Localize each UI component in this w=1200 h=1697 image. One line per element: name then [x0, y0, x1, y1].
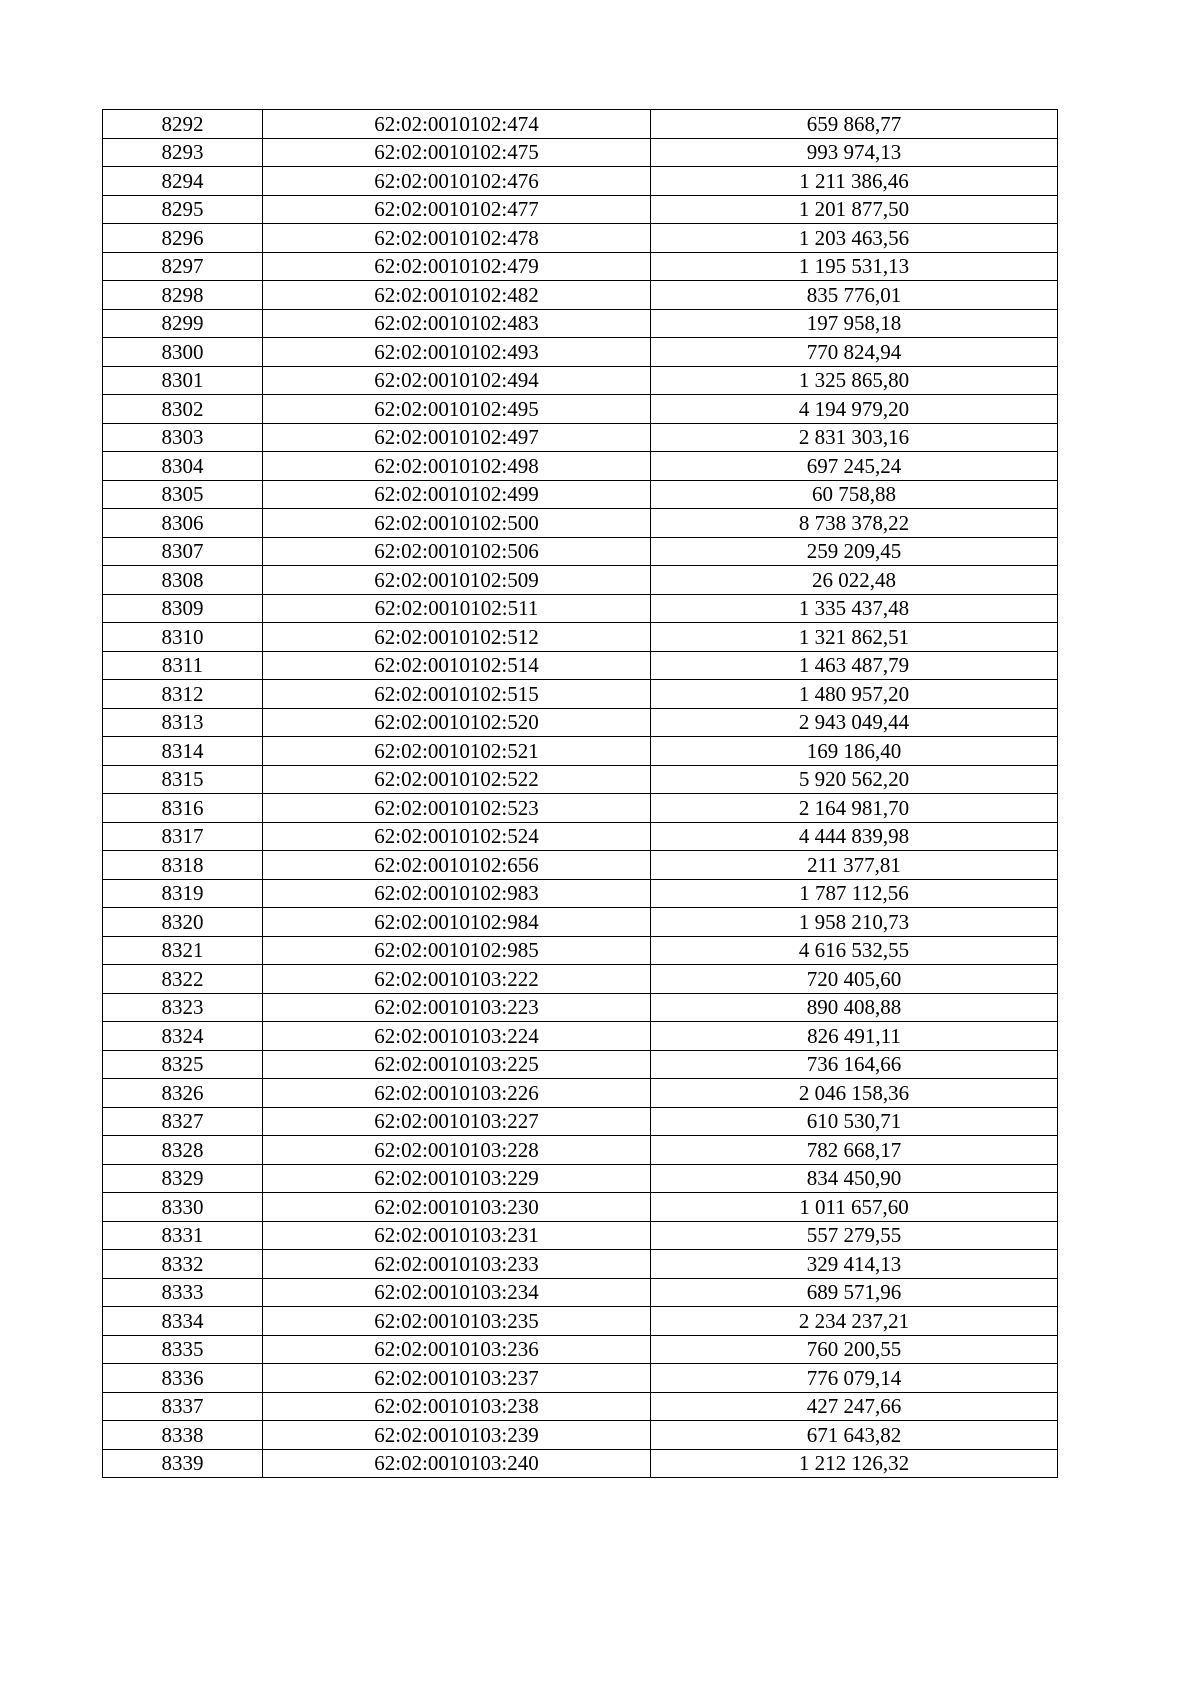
- row-number-cell: 8317: [103, 822, 263, 851]
- cadastral-value-cell: 770 824,94: [651, 338, 1058, 367]
- cadastral-value-cell: 1 463 487,79: [651, 651, 1058, 680]
- table-row: [103, 908, 1058, 937]
- cadastral-value-cell: 4 194 979,20: [651, 395, 1058, 424]
- row-number-cell: 8337: [103, 1392, 263, 1421]
- table-row: [103, 680, 1058, 709]
- cadastral-value-cell: 259 209,45: [651, 537, 1058, 566]
- cadastral-value-cell: 329 414,13: [651, 1250, 1058, 1279]
- row-number-cell: 8304: [103, 452, 263, 481]
- cadastral-number-cell: 62:02:0010103:228: [263, 1136, 651, 1165]
- row-number-cell: 8314: [103, 737, 263, 766]
- table-row: [103, 1364, 1058, 1393]
- cadastral-number-cell: 62:02:0010102:520: [263, 708, 651, 737]
- table-row: [103, 794, 1058, 823]
- table-row: [103, 366, 1058, 395]
- cadastral-number-cell: 62:02:0010103:234: [263, 1278, 651, 1307]
- cadastral-value-cell: 760 200,55: [651, 1335, 1058, 1364]
- table-row: [103, 509, 1058, 538]
- table-row: [103, 1050, 1058, 1079]
- row-number-cell: 8334: [103, 1307, 263, 1336]
- cadastral-number-cell: 62:02:0010102:498: [263, 452, 651, 481]
- cadastral-number-cell: 62:02:0010102:474: [263, 110, 651, 139]
- cadastral-value-cell: 2 943 049,44: [651, 708, 1058, 737]
- cadastral-number-cell: 62:02:0010103:224: [263, 1022, 651, 1051]
- table-row: [103, 452, 1058, 481]
- row-number-cell: 8312: [103, 680, 263, 709]
- cadastral-number-cell: 62:02:0010102:983: [263, 879, 651, 908]
- cadastral-value-cell: 1 211 386,46: [651, 167, 1058, 196]
- cadastral-value-cell: 197 958,18: [651, 309, 1058, 338]
- row-number-cell: 8326: [103, 1079, 263, 1108]
- cadastral-value-cell: 1 201 877,50: [651, 195, 1058, 224]
- cadastral-value-cell: 736 164,66: [651, 1050, 1058, 1079]
- table-row: [103, 1136, 1058, 1165]
- table-row: [103, 395, 1058, 424]
- cadastral-number-cell: 62:02:0010102:497: [263, 423, 651, 452]
- cadastral-number-cell: 62:02:0010102:483: [263, 309, 651, 338]
- cadastral-number-cell: 62:02:0010103:227: [263, 1107, 651, 1136]
- table-row: [103, 1307, 1058, 1336]
- row-number-cell: 8333: [103, 1278, 263, 1307]
- cadastral-value-cell: 60 758,88: [651, 480, 1058, 509]
- table-row: [103, 1193, 1058, 1222]
- table-row: [103, 338, 1058, 367]
- cadastral-value-cell: 1 011 657,60: [651, 1193, 1058, 1222]
- table-row: [103, 195, 1058, 224]
- table-row: [103, 623, 1058, 652]
- table-row: [103, 879, 1058, 908]
- cadastral-number-cell: 62:02:0010102:511: [263, 594, 651, 623]
- table-row: [103, 167, 1058, 196]
- table-row: [103, 594, 1058, 623]
- cadastral-number-cell: 62:02:0010103:229: [263, 1164, 651, 1193]
- cadastral-value-cell: 2 234 237,21: [651, 1307, 1058, 1336]
- row-number-cell: 8301: [103, 366, 263, 395]
- row-number-cell: 8318: [103, 851, 263, 880]
- table-row: [103, 480, 1058, 509]
- cadastral-value-cell: 1 787 112,56: [651, 879, 1058, 908]
- cadastral-number-cell: 62:02:0010102:524: [263, 822, 651, 851]
- cadastral-value-cell: 890 408,88: [651, 993, 1058, 1022]
- cadastral-number-cell: 62:02:0010102:512: [263, 623, 651, 652]
- row-number-cell: 8296: [103, 224, 263, 253]
- cadastral-number-cell: 62:02:0010102:523: [263, 794, 651, 823]
- cadastral-value-cell: 1 325 865,80: [651, 366, 1058, 395]
- cadastral-number-cell: 62:02:0010103:237: [263, 1364, 651, 1393]
- cadastral-value-cell: 4 616 532,55: [651, 936, 1058, 965]
- table-row: [103, 965, 1058, 994]
- cadastral-number-cell: 62:02:0010102:521: [263, 737, 651, 766]
- row-number-cell: 8310: [103, 623, 263, 652]
- cadastral-number-cell: 62:02:0010103:236: [263, 1335, 651, 1364]
- cadastral-number-cell: 62:02:0010102:479: [263, 252, 651, 281]
- cadastral-number-cell: 62:02:0010103:240: [263, 1449, 651, 1478]
- row-number-cell: 8302: [103, 395, 263, 424]
- cadastral-value-cell: 4 444 839,98: [651, 822, 1058, 851]
- cadastral-value-cell: 671 643,82: [651, 1421, 1058, 1450]
- cadastral-value-cell: 720 405,60: [651, 965, 1058, 994]
- table-row: [103, 281, 1058, 310]
- cadastral-value-cell: 1 321 862,51: [651, 623, 1058, 652]
- table-row: [103, 1421, 1058, 1450]
- table-row: [103, 110, 1058, 139]
- cadastral-number-cell: 62:02:0010103:222: [263, 965, 651, 994]
- row-number-cell: 8316: [103, 794, 263, 823]
- table-row: [103, 1221, 1058, 1250]
- row-number-cell: 8306: [103, 509, 263, 538]
- table-row: [103, 1107, 1058, 1136]
- cadastral-value-cell: 169 186,40: [651, 737, 1058, 766]
- table-row: [103, 138, 1058, 167]
- cadastral-number-cell: 62:02:0010103:230: [263, 1193, 651, 1222]
- row-number-cell: 8335: [103, 1335, 263, 1364]
- row-number-cell: 8297: [103, 252, 263, 281]
- row-number-cell: 8327: [103, 1107, 263, 1136]
- row-number-cell: 8315: [103, 765, 263, 794]
- cadastral-value-cell: 1 958 210,73: [651, 908, 1058, 937]
- row-number-cell: 8325: [103, 1050, 263, 1079]
- cadastral-value-cell: 2 046 158,36: [651, 1079, 1058, 1108]
- table-row: [103, 993, 1058, 1022]
- table-row: [103, 224, 1058, 253]
- row-number-cell: 8308: [103, 566, 263, 595]
- cadastral-value-cell: 2 164 981,70: [651, 794, 1058, 823]
- cadastral-number-cell: 62:02:0010102:482: [263, 281, 651, 310]
- cadastral-number-cell: 62:02:0010103:238: [263, 1392, 651, 1421]
- cadastral-value-cell: 776 079,14: [651, 1364, 1058, 1393]
- row-number-cell: 8328: [103, 1136, 263, 1165]
- cadastral-number-cell: 62:02:0010103:223: [263, 993, 651, 1022]
- table-row: [103, 1335, 1058, 1364]
- table-row: [103, 1022, 1058, 1051]
- cadastral-value-cell: 1 212 126,32: [651, 1449, 1058, 1478]
- table-row: [103, 1079, 1058, 1108]
- row-number-cell: 8324: [103, 1022, 263, 1051]
- row-number-cell: 8339: [103, 1449, 263, 1478]
- cadastral-number-cell: 62:02:0010103:233: [263, 1250, 651, 1279]
- cadastral-value-cell: 8 738 378,22: [651, 509, 1058, 538]
- table-body: [103, 110, 1058, 1478]
- table-row: [103, 1164, 1058, 1193]
- row-number-cell: 8300: [103, 338, 263, 367]
- row-number-cell: 8299: [103, 309, 263, 338]
- row-number-cell: 8329: [103, 1164, 263, 1193]
- row-number-cell: 8330: [103, 1193, 263, 1222]
- cadastral-number-cell: 62:02:0010102:493: [263, 338, 651, 367]
- row-number-cell: 8293: [103, 138, 263, 167]
- cadastral-value-cell: 1 195 531,13: [651, 252, 1058, 281]
- table-row: [103, 708, 1058, 737]
- cadastral-number-cell: 62:02:0010102:475: [263, 138, 651, 167]
- row-number-cell: 8294: [103, 167, 263, 196]
- table-row: [103, 737, 1058, 766]
- cadastral-value-cell: 1 335 437,48: [651, 594, 1058, 623]
- cadastral-number-cell: 62:02:0010103:225: [263, 1050, 651, 1079]
- cadastral-number-cell: 62:02:0010102:500: [263, 509, 651, 538]
- cadastral-number-cell: 62:02:0010103:226: [263, 1079, 651, 1108]
- table-row: [103, 936, 1058, 965]
- row-number-cell: 8338: [103, 1421, 263, 1450]
- table-row: [103, 1278, 1058, 1307]
- row-number-cell: 8319: [103, 879, 263, 908]
- cadastral-number-cell: 62:02:0010102:478: [263, 224, 651, 253]
- cadastral-value-cell: 2 831 303,16: [651, 423, 1058, 452]
- cadastral-number-cell: 62:02:0010102:985: [263, 936, 651, 965]
- cadastral-number-cell: 62:02:0010103:231: [263, 1221, 651, 1250]
- cadastral-number-cell: 62:02:0010103:239: [263, 1421, 651, 1450]
- row-number-cell: 8313: [103, 708, 263, 737]
- cadastral-number-cell: 62:02:0010102:476: [263, 167, 651, 196]
- cadastral-value-cell: 5 920 562,20: [651, 765, 1058, 794]
- cadastral-number-cell: 62:02:0010102:499: [263, 480, 651, 509]
- cadastral-value-cell: 826 491,11: [651, 1022, 1058, 1051]
- row-number-cell: 8309: [103, 594, 263, 623]
- cadastral-value-cell: 26 022,48: [651, 566, 1058, 595]
- row-number-cell: 8323: [103, 993, 263, 1022]
- row-number-cell: 8311: [103, 651, 263, 680]
- cadastral-number-cell: 62:02:0010102:495: [263, 395, 651, 424]
- row-number-cell: 8292: [103, 110, 263, 139]
- table-row: [103, 851, 1058, 880]
- cadastral-value-cell: 835 776,01: [651, 281, 1058, 310]
- row-number-cell: 8307: [103, 537, 263, 566]
- cadastral-value-cell: 557 279,55: [651, 1221, 1058, 1250]
- row-number-cell: 8336: [103, 1364, 263, 1393]
- cadastral-number-cell: 62:02:0010102:515: [263, 680, 651, 709]
- cadastral-value-cell: 1 480 957,20: [651, 680, 1058, 709]
- table-row: [103, 1392, 1058, 1421]
- table-row: [103, 651, 1058, 680]
- cadastral-number-cell: 62:02:0010102:514: [263, 651, 651, 680]
- row-number-cell: 8321: [103, 936, 263, 965]
- row-number-cell: 8332: [103, 1250, 263, 1279]
- cadastral-value-cell: 427 247,66: [651, 1392, 1058, 1421]
- row-number-cell: 8298: [103, 281, 263, 310]
- cadastral-value-cell: 211 377,81: [651, 851, 1058, 880]
- cadastral-value-cell: 610 530,71: [651, 1107, 1058, 1136]
- table-row: [103, 537, 1058, 566]
- table-row: [103, 252, 1058, 281]
- cadastral-value-cell: 697 245,24: [651, 452, 1058, 481]
- cadastral-value-table: [102, 109, 1058, 1478]
- table-row: [103, 822, 1058, 851]
- cadastral-number-cell: 62:02:0010102:506: [263, 537, 651, 566]
- table-row: [103, 566, 1058, 595]
- row-number-cell: 8322: [103, 965, 263, 994]
- cadastral-number-cell: 62:02:0010102:656: [263, 851, 651, 880]
- table-row: [103, 1449, 1058, 1478]
- cadastral-value-cell: 782 668,17: [651, 1136, 1058, 1165]
- table-row: [103, 1250, 1058, 1279]
- table-row: [103, 423, 1058, 452]
- cadastral-value-cell: 689 571,96: [651, 1278, 1058, 1307]
- cadastral-number-cell: 62:02:0010102:477: [263, 195, 651, 224]
- row-number-cell: 8305: [103, 480, 263, 509]
- cadastral-number-cell: 62:02:0010102:984: [263, 908, 651, 937]
- row-number-cell: 8320: [103, 908, 263, 937]
- row-number-cell: 8331: [103, 1221, 263, 1250]
- row-number-cell: 8303: [103, 423, 263, 452]
- cadastral-number-cell: 62:02:0010102:509: [263, 566, 651, 595]
- cadastral-value-cell: 834 450,90: [651, 1164, 1058, 1193]
- cadastral-value-cell: 1 203 463,56: [651, 224, 1058, 253]
- cadastral-number-cell: 62:02:0010103:235: [263, 1307, 651, 1336]
- cadastral-number-cell: 62:02:0010102:522: [263, 765, 651, 794]
- cadastral-number-cell: 62:02:0010102:494: [263, 366, 651, 395]
- table-row: [103, 765, 1058, 794]
- row-number-cell: 8295: [103, 195, 263, 224]
- cadastral-value-cell: 659 868,77: [651, 110, 1058, 139]
- table-row: [103, 309, 1058, 338]
- cadastral-value-cell: 993 974,13: [651, 138, 1058, 167]
